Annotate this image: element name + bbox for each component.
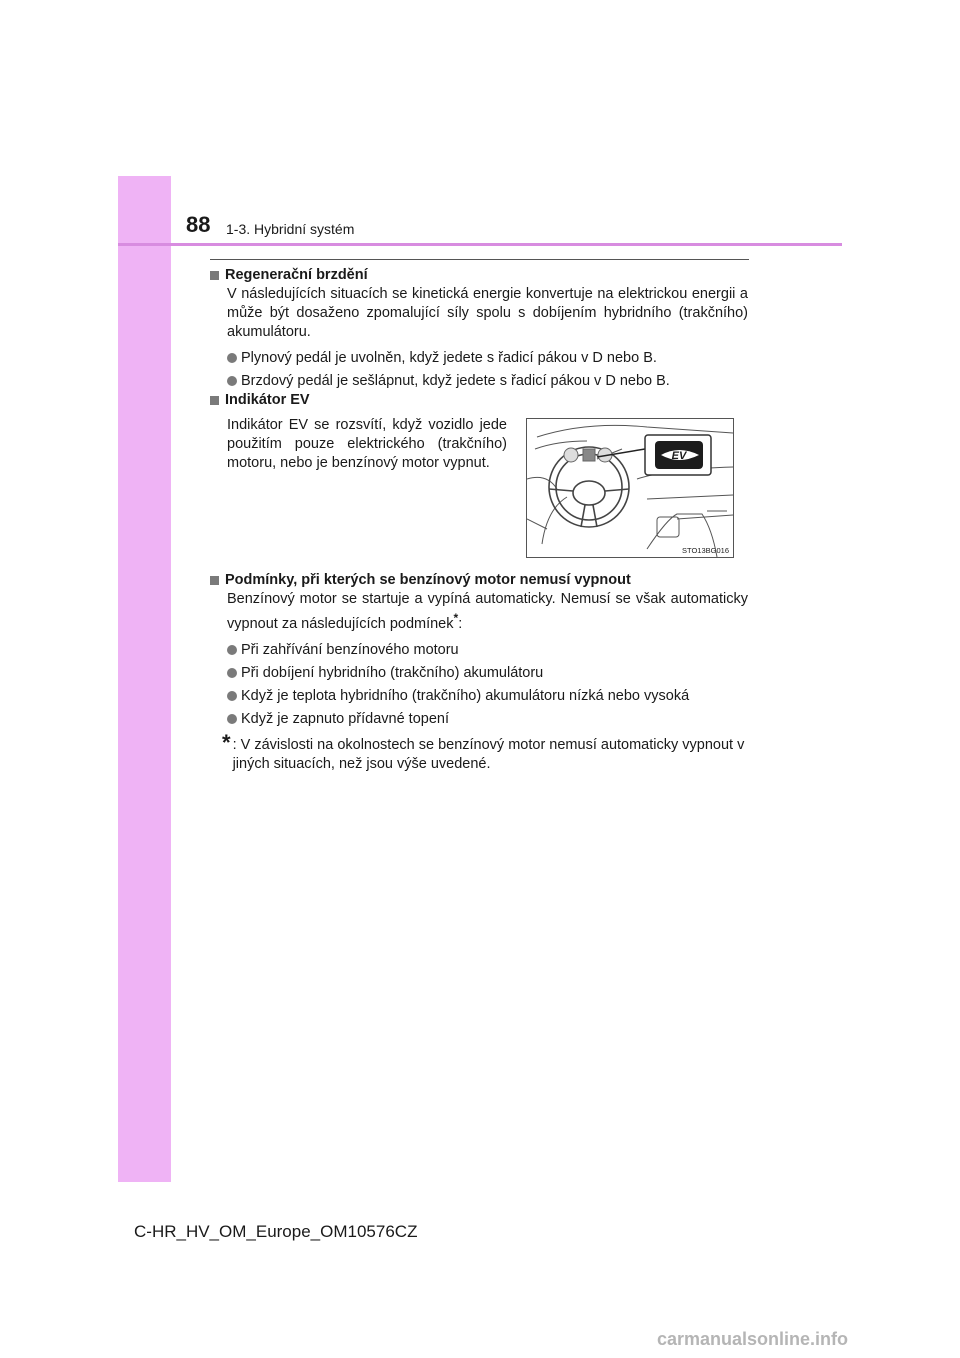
figure-code: STO13BG016 [682, 546, 729, 555]
chapter-title: 1-3. Hybridní systém [226, 221, 355, 237]
square-bullet-icon [210, 396, 219, 405]
content-rule [210, 259, 749, 260]
page-number: 88 [186, 212, 211, 237]
paragraph: V následujících situacích se kinetická energie konvertuje na elektrickou energii a může být dosaženo zpomalující síly spolu s dobíjením hybridního (trakčního) akumulátoru. [227, 286, 748, 340]
asterisk-icon: * [222, 729, 231, 755]
bullet-dot-icon [227, 668, 237, 678]
bullet-dot-icon [227, 691, 237, 701]
bullet-dot-icon [227, 714, 237, 724]
section-heading: Regenerační brzdění [210, 266, 748, 285]
section-conditions [210, 571, 748, 774]
section-heading: Podmínky, při kterých se benzínový motor nemusí vypnout [210, 571, 748, 590]
header-rule [118, 243, 842, 246]
footer-code: C-HR_HV_OM_Europe_OM10576CZ [134, 1222, 418, 1241]
square-bullet-icon [210, 576, 219, 585]
list-item: Brzdový pedál je sešlápnut, když jedete s řadicí pákou v D nebo B. [227, 372, 748, 391]
section-regen [210, 266, 748, 391]
section-ev-heading [210, 391, 748, 410]
bullet-dot-icon [227, 645, 237, 655]
paragraph: Indikátor EV se rozsvítí, když vozidlo jede použitím pouze elektrického (trakčního) motoru, nebo je benzínový motor vypnut. [227, 417, 507, 471]
paragraph: Benzínový motor se startuje a vypíná automaticky. Nemusí se však automaticky vypnout za následujících podmínek*: [227, 591, 748, 632]
list-item: Při dobíjení hybridního (trakčního) akumulátoru [227, 664, 748, 683]
section-heading: Indikátor EV [210, 391, 748, 410]
list-item: Při zahřívání benzínového motoru [227, 641, 748, 660]
side-tab [118, 176, 171, 1182]
list-item: Plynový pedál je uvolněn, když jedete s řadicí pákou v D nebo B. [227, 349, 748, 368]
list-item: Když je teplota hybridního (trakčního) akumulátoru nízká nebo vysoká [227, 687, 748, 706]
section-ev-text [227, 416, 507, 473]
footnote: * : V závislosti na okolnostech se benzínový motor nemusí automaticky vypnout v jiných situacích, než jsou výše uvedené. [222, 729, 745, 772]
ev-indicator-label: EV [671, 450, 687, 462]
bullet-dot-icon [227, 353, 237, 363]
list-item: Když je zapnuto přídavné topení [227, 710, 748, 729]
dashboard-drawing [527, 419, 733, 557]
bullet-dot-icon [227, 376, 237, 386]
square-bullet-icon [210, 271, 219, 280]
dashboard-illustration [526, 418, 734, 558]
watermark: carmanualsonline.info [657, 1329, 849, 1349]
